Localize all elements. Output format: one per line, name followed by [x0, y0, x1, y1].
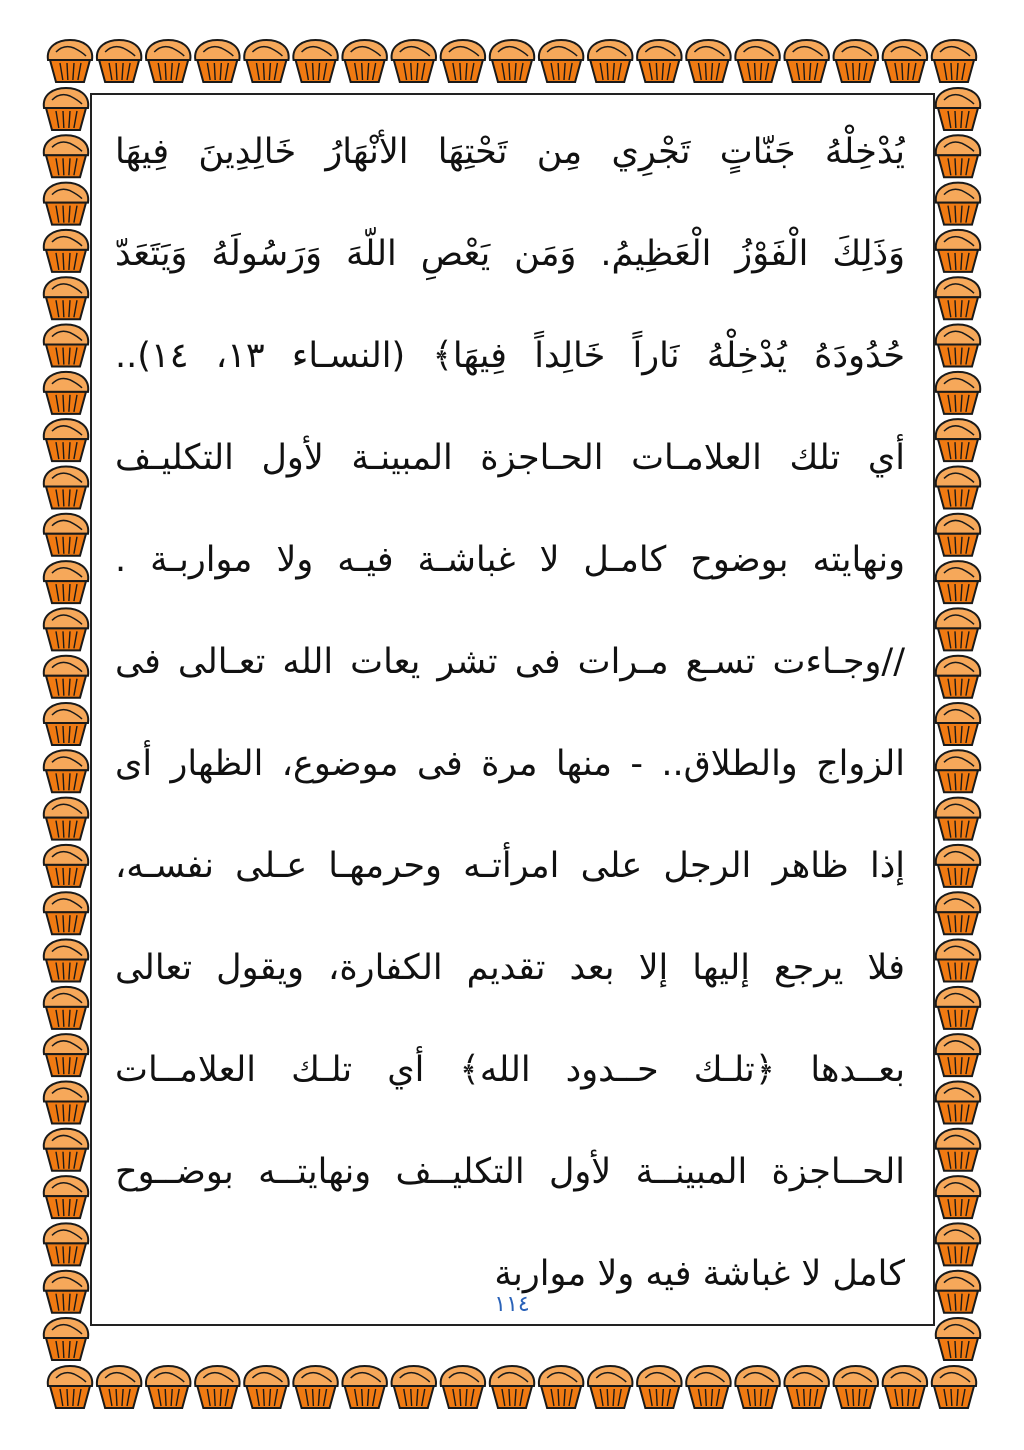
muffin-icon [936, 798, 980, 840]
muffin-icon [637, 40, 681, 82]
muffin-icon [146, 40, 190, 82]
muffin-icon [883, 40, 927, 82]
text-line-4: أي تلك العلامـات الحـاجزة المبينـة لأول التكليـف [115, 438, 905, 478]
muffin-icon [936, 892, 980, 934]
muffin-icon [342, 40, 386, 82]
muffin-icon [44, 230, 88, 272]
muffin-icon [936, 940, 980, 982]
muffin-icon [44, 466, 88, 508]
muffin-icon [539, 40, 583, 82]
text-line-10: بعــدها ﴿تلـك حــدود الله﴾ أي تلـك العلامــات [115, 1050, 905, 1090]
muffin-icon [936, 419, 980, 461]
muffin-icon [146, 1366, 190, 1408]
muffin-icon [44, 940, 88, 982]
muffin-icon [834, 40, 878, 82]
muffin-icon [44, 88, 88, 130]
text-line-7: الزواج والطلاق.. - منها مرة فى موضوع، الظهار أى [115, 744, 905, 784]
muffin-icon [936, 277, 980, 319]
muffin-icon [686, 1366, 730, 1408]
muffin-icon [44, 703, 88, 745]
muffin-icon [44, 325, 88, 367]
muffin-icon [44, 1034, 88, 1076]
muffin-icon [44, 608, 88, 650]
muffin-icon [44, 1129, 88, 1171]
muffin-icon [441, 40, 485, 82]
muffin-icon [490, 1366, 534, 1408]
muffin-icon [686, 40, 730, 82]
page-number: ١١٤ [494, 1292, 530, 1317]
text-line-2: وَذَلِكَ الْفَوْزُ الْعَظِيمُ. وَمَن يَعْصِ اللّهَ وَرَسُولَهُ وَيَتَعَدّ [115, 234, 905, 274]
muffin-icon [342, 1366, 386, 1408]
muffin-icon [936, 466, 980, 508]
muffin-icon [936, 987, 980, 1029]
muffin-icon [936, 88, 980, 130]
muffin-icon [44, 1271, 88, 1313]
muffin-icon [936, 514, 980, 556]
arabic-text-body [115, 122, 905, 1346]
muffin-icon [735, 1366, 779, 1408]
muffin-icon [97, 40, 141, 82]
muffin-icon [441, 1366, 485, 1408]
muffin-icon [588, 1366, 632, 1408]
muffin-icon [44, 845, 88, 887]
muffin-icon [293, 1366, 337, 1408]
muffin-icon [936, 750, 980, 792]
muffin-icon [44, 1176, 88, 1218]
muffin-icon [48, 1366, 92, 1408]
muffin-icon [936, 1081, 980, 1123]
muffin-icon [195, 1366, 239, 1408]
muffin-icon [539, 1366, 583, 1408]
muffin-icon [936, 703, 980, 745]
muffin-icon [784, 1366, 828, 1408]
muffin-icon [44, 892, 88, 934]
text-line-5: ونهايته بوضوح كامـل لا غباشـة فيـه ولا مواربـة . [115, 540, 905, 580]
text-line-11: الحــاجزة المبينــة لأول التكليــف ونهايتــه بوضــوح [115, 1152, 905, 1192]
text-line-12: كامل لا غباشة فيه ولا مواربة [494, 1254, 905, 1294]
muffin-icon [44, 1223, 88, 1265]
muffin-icon [195, 40, 239, 82]
muffin-icon [834, 1366, 878, 1408]
muffin-icon [932, 1366, 976, 1408]
muffin-icon [936, 1176, 980, 1218]
muffin-icon [44, 277, 88, 319]
muffin-icon [97, 1366, 141, 1408]
muffin-icon [44, 1081, 88, 1123]
muffin-icon [932, 40, 976, 82]
muffin-icon [936, 561, 980, 603]
muffin-icon [936, 1223, 980, 1265]
muffin-icon [883, 1366, 927, 1408]
muffin-icon [936, 656, 980, 698]
muffin-icon [637, 1366, 681, 1408]
muffin-icon [936, 372, 980, 414]
muffin-icon [44, 135, 88, 177]
text-line-3: حُدُودَهُ يُدْخِلْهُ نَاراً خَالِداً فِيهَا﴾ (النسـاء ١٣، ١٤).. [115, 336, 905, 376]
muffin-icon [936, 1271, 980, 1313]
muffin-icon [936, 1129, 980, 1171]
muffin-icon [936, 183, 980, 225]
text-line-9: فلا يرجع إليها إلا بعد تقديم الكفارة، ويقول تعالى [115, 948, 905, 988]
muffin-icon [936, 230, 980, 272]
muffin-icon [44, 183, 88, 225]
muffin-icon [936, 845, 980, 887]
text-line-6: //وجـاءت تسـع مـرات فى تشر يعات الله تعـالى فى [115, 642, 905, 682]
muffin-icon [44, 514, 88, 556]
text-line-8: إذا ظاهر الرجل على امرأتـه وحرمهـا عـلى نفسـه، [115, 846, 905, 886]
muffin-icon [392, 1366, 436, 1408]
muffin-icon [244, 1366, 288, 1408]
muffin-icon [244, 40, 288, 82]
muffin-icon [490, 40, 534, 82]
muffin-icon [588, 40, 632, 82]
muffin-icon [44, 1318, 88, 1360]
muffin-icon [44, 798, 88, 840]
muffin-icon [936, 608, 980, 650]
muffin-icon [293, 40, 337, 82]
muffin-icon [936, 325, 980, 367]
muffin-icon [392, 40, 436, 82]
muffin-icon [48, 40, 92, 82]
text-line-1: يُدْخِلْهُ جَنّاتٍ تَجْرِي مِن تَحْتِهَا الأنْهَارُ خَالِدِينَ فِيهَا [115, 132, 905, 172]
muffin-icon [44, 372, 88, 414]
muffin-icon [735, 40, 779, 82]
muffin-icon [936, 135, 980, 177]
muffin-icon [44, 750, 88, 792]
muffin-icon [44, 987, 88, 1029]
muffin-icon [936, 1318, 980, 1360]
muffin-icon [936, 1034, 980, 1076]
muffin-icon [784, 40, 828, 82]
muffin-icon [44, 656, 88, 698]
muffin-icon [44, 419, 88, 461]
muffin-icon [44, 561, 88, 603]
